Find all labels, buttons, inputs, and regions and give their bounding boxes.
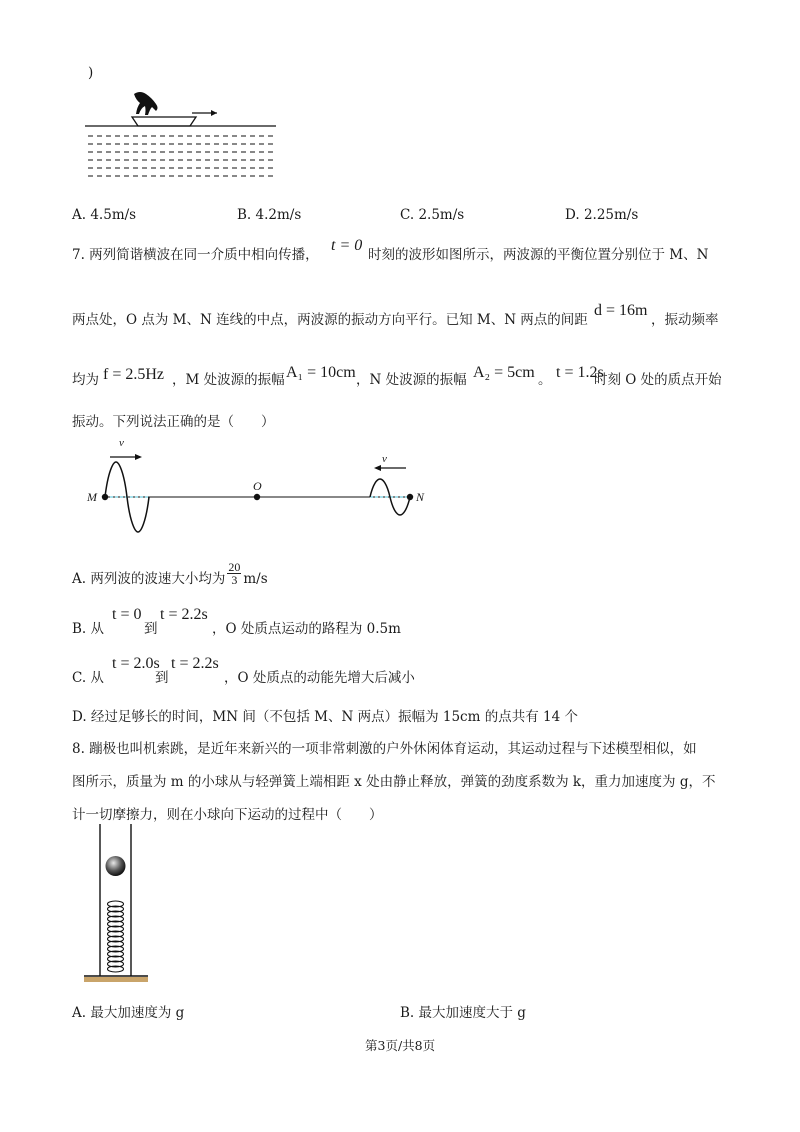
q7-frequency: f = 2.5Hz	[103, 366, 165, 383]
q7-option-b-mid: 到	[144, 621, 158, 637]
q7-amplitude-2: A₂ = 5cm	[473, 364, 535, 381]
velocity-label-right: v	[382, 453, 387, 465]
q7-line1-a: 7. 两列简谐横波在同一介质中相向传播，	[72, 247, 319, 263]
q8-line2: 图所示，质量为 m 的小球从与轻弹簧上端相距 x 处由静止释放，弹簧的劲度系数为 k，重力加速度为 g，不	[72, 774, 716, 790]
q7-option-a: A. 两列波的波速大小均为 $\frac{20}{3}$ m/s	[72, 560, 268, 587]
q7-line3-d: 。	[538, 372, 552, 388]
continued-paren: )	[88, 65, 94, 81]
q7-option-b-post: ，O 处质点运动的路程为 0.5m	[212, 621, 401, 637]
ball-spring-figure	[84, 824, 148, 984]
q8-line3: 计一切摩擦力，则在小球向下运动的过程中（ ）	[72, 807, 383, 823]
q8-option-a: A. 最大加速度为 g	[72, 1005, 185, 1021]
q7-option-b-t2: t = 2.2s	[160, 606, 208, 623]
q7-line1-b: 时刻的波形如图所示，两波源的平衡位置分别位于 M、N	[368, 247, 709, 263]
label-o: O	[253, 479, 262, 493]
velocity-label-left: v	[119, 437, 124, 449]
q8-line1: 8. 蹦极也叫机索跳，是近年来新兴的一项非常刺激的户外休闲体育运动，其运动过程与下述模型相似，如	[72, 741, 697, 757]
q7-line3-e: 时刻 O 处的质点开始	[594, 372, 722, 388]
q7-line3-b: ，M 处波源的振幅	[172, 372, 285, 388]
q6-option-b: B. 4.2m/s	[237, 207, 302, 223]
q7-option-c-t2: t = 2.2s	[171, 655, 219, 672]
diver-boat-figure	[80, 86, 280, 186]
q7-option-c-pre: C. 从	[72, 670, 104, 686]
q7-t0: t = 0	[331, 237, 363, 254]
q7-line3-c: ，N 处波源的振幅	[356, 372, 467, 388]
q7-amplitude-1: A₁ = 10cm	[286, 364, 356, 381]
q7-distance: d = 16m	[594, 302, 648, 319]
q7-line2-b: ，振动频率	[651, 312, 719, 328]
q7-option-c-mid: 到	[155, 670, 169, 686]
q6-option-c: C. 2.5m/s	[400, 207, 465, 223]
q8-option-b: B. 最大加速度大于 g	[400, 1005, 526, 1021]
q7-line4: 振动。下列说法正确的是（ ）	[72, 414, 275, 430]
label-m: M	[87, 490, 97, 504]
q7-option-d: D. 经过足够长的时间，MN 间（不包括 M、N 两点）振幅为 15cm 的点共有 14 个	[72, 709, 578, 725]
point-n	[407, 494, 413, 500]
q7-option-c-post: ，O 处质点的动能先增大后减小	[224, 670, 415, 686]
q7-t12: t = 1.2s	[556, 364, 604, 381]
q6-option-a: A. 4.5m/s	[72, 207, 137, 223]
point-o	[254, 494, 260, 500]
q6-option-d: D. 2.25m/s	[565, 207, 639, 223]
q7-line3-a: 均为	[72, 372, 99, 388]
q7-line2-a: 两点处，O 点为 M、N 连线的中点，两波源的振动方向平行。已知 M、N 两点的间距	[72, 312, 588, 328]
label-n: N	[416, 490, 425, 504]
q7-option-b-pre: B. 从	[72, 621, 105, 637]
wave-figure	[84, 440, 444, 520]
q7-option-b-t1: t = 0	[112, 606, 142, 623]
point-m	[102, 494, 108, 500]
page-footer: 第3页/共8页	[365, 1038, 436, 1053]
q7-option-c-t1: t = 2.0s	[112, 655, 160, 672]
